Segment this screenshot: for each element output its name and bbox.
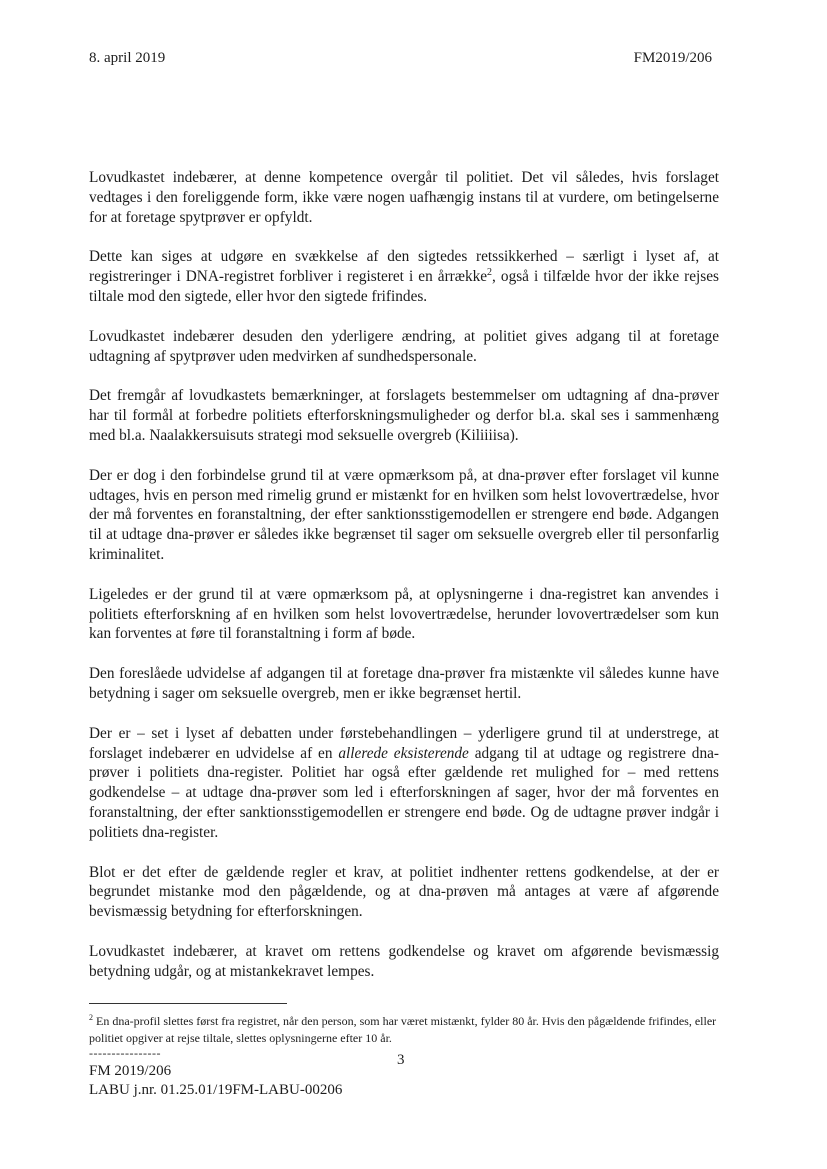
paragraph-2-text-a: Dette kan siges at udgøre en svækkelse af den sigtedes retssikkerhed – særligt i lyset af, at registreringer i DNA-registret forbliver i registeret i en årrække <box>89 248 719 286</box>
paragraph-2 <box>89 247 719 306</box>
paragraph-6: Ligeledes er der grund til at være opmærksom på, at oplysningerne i dna-registret kan anvendes i politiets efterforskning af en hvilken som helst lovovertrædelse, herunder lovovertrædelser som kun kan forventes at føre til foranstaltning i form af bøde. <box>89 585 719 643</box>
footnote-marker: 2 <box>89 1013 93 1022</box>
footnote-divider <box>89 1003 287 1004</box>
footnote-reference: 2 <box>487 267 493 279</box>
footnote <box>89 1013 719 1047</box>
paragraph-8-text-b: adgang til at udtage og registrere dna-prøver i politiets dna-register. Politiet har også efter gældende ret mulighed for – med rettens godkendelse – at udtage dna-prøver som led i efterforskningen af sager, hvor der må forventes en foranstaltning, der efter sanktionsstigemodellen er strengere end bøde. Og de udtagne prøver indgår i politiets dna-register. <box>89 744 719 841</box>
footer-dash-line: ---------------- <box>89 1046 161 1060</box>
footer-journal-number: LABU j.nr. 01.25.01/19FM-LABU-00206 <box>89 1082 343 1098</box>
paragraph-8-emphasis: allerede eksisterende <box>338 744 469 762</box>
paragraph-7: Den foreslåede udvidelse af adgangen til at foretage dna-prøver fra mistænkte vil således kunne have betydning i sager om seksuelle overgreb, men er ikke begrænset hertil. <box>89 665 719 702</box>
header-reference: FM2019/206 <box>633 50 712 66</box>
paragraph-9: Blot er det efter de gældende regler et krav, at politiet indhenter rettens godkendelse, at der er begrundet mistanke mod den pågældende, og at dna-prøven må antages at være af afgørende bevismæssig betydning for efterforskningen. <box>89 863 719 921</box>
paragraph-2-text-b: , også i tilfælde hvor der ikke rejses tiltale mod den sigtede, eller hvor den sigtede frifindes. <box>89 268 719 305</box>
page-number: 3 <box>397 1052 405 1068</box>
header-date: 8. april 2019 <box>89 50 166 66</box>
paragraph-8 <box>89 724 719 843</box>
paragraph-10: Lovudkastet indebærer, at kravet om rettens godkendelse og kravet om afgørende bevismæssig betydning udgår, og at mistankekravet lempes. <box>89 942 719 980</box>
paragraph-4: Det fremgår af lovudkastets bemærkninger, at forslagets bestemmelser om udtagning af dna-prøver har til formål at forbedre politiets efterforskningsmuligheder og derfor bl.a. skal ses i sammenhæng med bl.a. Naalakkersuisuts strategi mod seksuelle overgreb (Kiliiiisa). <box>89 387 719 444</box>
paragraph-5: Der er dog i den forbindelse grund til at være opmærksom på, at dna-prøver efter forslaget vil kunne udtages, hvis en person med rimelig grund er mistænkt for en hvilken som helst lovovertrædelse, hvor der må forventes en foranstaltning, der efter sanktionsstigemodellen er strengere end bøde. Adgangen til at udtage dna-prøver er således ikke begrænset til sager om seksuelle overgreb eller til personfarlig kriminalitet. <box>89 466 719 563</box>
paragraph-8-text-a: Der er – set i lyset af debatten under førstebehandlingen – yderligere grund til at understrege, at forslaget indebærer en udvidelse af en <box>89 724 719 762</box>
paragraph-1: Lovudkastet indebærer, at denne kompetence overgår til politiet. Det vil således, hvis forslaget vedtages i den foreliggende form, ikke være nogen uafhængig instans til at vurdere, om betingelserne for at foretage spytprøver er opfyldt. <box>89 169 719 226</box>
footnote-text: En dna-profil slettes først fra registret, når den person, som har været mistænkt, fylder 80 år. Hvis den pågældende frifindes, eller politiet opgiver at rejse tiltale, slettes oplysningerne efter 10 år. <box>89 1014 717 1045</box>
document-body <box>89 168 719 1002</box>
paragraph-3: Lovudkastet indebærer desuden den yderligere ændring, at politiet gives adgang til at foretage udtagning af spytprøver uden medvirken af sundhedspersonale. <box>89 327 719 365</box>
footer-reference: FM 2019/206 <box>89 1063 172 1079</box>
